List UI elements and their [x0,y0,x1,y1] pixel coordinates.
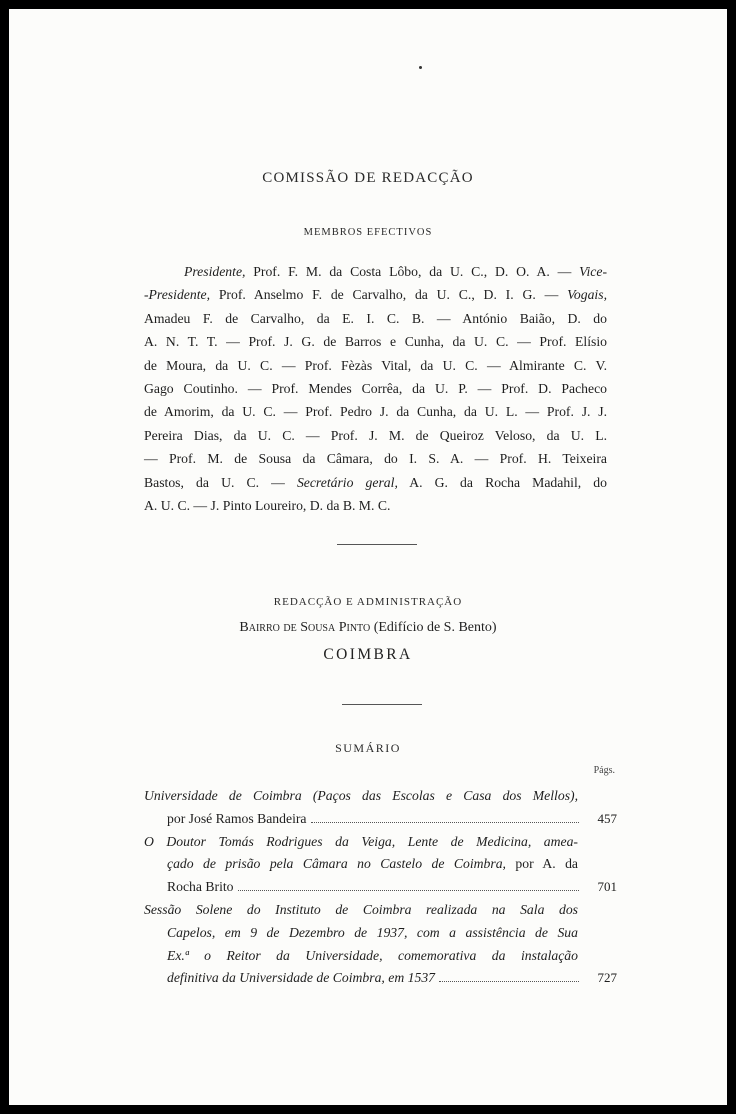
members-line: Pereira Dias, da U. C. — Prof. J. M. de Queiroz Veloso, da U. L. [144,427,607,443]
members-line: Bastos, da U. C. — Secretário geral, A. G. da Rocha Madahil, do [144,474,607,490]
pages-column-label: Págs. [593,765,615,776]
divider [342,704,422,705]
table-of-contents [144,785,617,990]
members-line: Amadeu F. de Carvalho, da E. I. C. B. — António Baião, D. do [144,310,607,326]
members-line: A. N. T. T. — Prof. J. G. de Barros e Cunha, da U. C. — Prof. Elísio [144,334,607,350]
toc-entry-title: çado de prisão pela Câmara no Castelo de Coimbra, por A. da [167,856,578,872]
toc-entry [144,831,617,899]
document-page [9,9,727,1105]
toc-entry-last-line [144,967,617,990]
summary-title: SUMÁRIO [335,741,401,755]
divider [337,544,417,545]
toc-page-number: 457 [597,810,617,826]
administration-address: Bairro de Sousa Pinto (Edifício de S. Bento) [239,620,497,635]
members-paragraph [144,260,607,517]
toc-entry [144,899,617,990]
members-line: -Presidente, Prof. Anselmo F. de Carvalho, da U. C., D. I. G. — Vogais, [144,287,607,303]
toc-entry-title: Capelos, em 9 de Dezembro de 1937, com a assistência de Sua [167,924,578,940]
toc-entry-title: Ex.ª o Reitor da Universidade, comemorativa da instalação [167,947,578,963]
toc-entry-last-line [144,808,617,831]
members-line: A. U. C. — J. Pinto Loureiro, D. da B. M. C. [144,498,391,514]
administration-heading: REDACÇÃO E ADMINISTRAÇÃO [273,596,463,608]
toc-entry-title: Universidade de Coimbra (Paços das Escolas e Casa dos Mellos), [144,788,578,803]
toc-entry-title-end: definitiva da Universidade de Coimbra, em 1537 [167,970,436,986]
members-line: Gago Coutinho. — Prof. Mendes Corrêa, da U. P. — Prof. D. Pacheco [144,381,607,397]
dot-leader [311,811,579,823]
toc-page-number: 701 [597,879,617,895]
members-line: — Prof. M. de Sousa da Câmara, do I. S. A. — Prof. H. Teixeira [144,451,607,467]
administration-city: COIMBRA [323,646,413,663]
toc-entry-author: Rocha Brito [167,879,234,895]
members-line: de Amorim, da U. C. — Prof. Pedro J. da Cunha, da U. L. — Prof. J. J. [144,404,607,420]
toc-page-number: 727 [597,970,617,986]
commission-title: COMISSÃO DE REDACÇÃO [262,170,474,186]
toc-entry-author: por José Ramos Bandeira [167,810,307,826]
toc-entry-last-line [144,876,617,899]
toc-entry-title: O Doutor Tomás Rodrigues da Veiga, Lente de Medicina, amea- [144,833,578,849]
toc-entry [144,785,617,831]
members-line: de Moura, da U. C. — Prof. Fèzàs Vital, da U. C. — Almirante C. V. [144,357,607,373]
members-subtitle: MEMBROS EFECTIVOS [303,227,433,238]
members-line: Presidente, Prof. F. M. da Costa Lôbo, da U. C., D. O. A. — Vice- [184,264,607,279]
dot-leader [238,879,579,891]
ink-speck [419,66,422,69]
toc-entry-title: Sessão Solene do Instituto de Coimbra realizada na Sala dos [144,901,578,917]
dot-leader [439,970,579,982]
